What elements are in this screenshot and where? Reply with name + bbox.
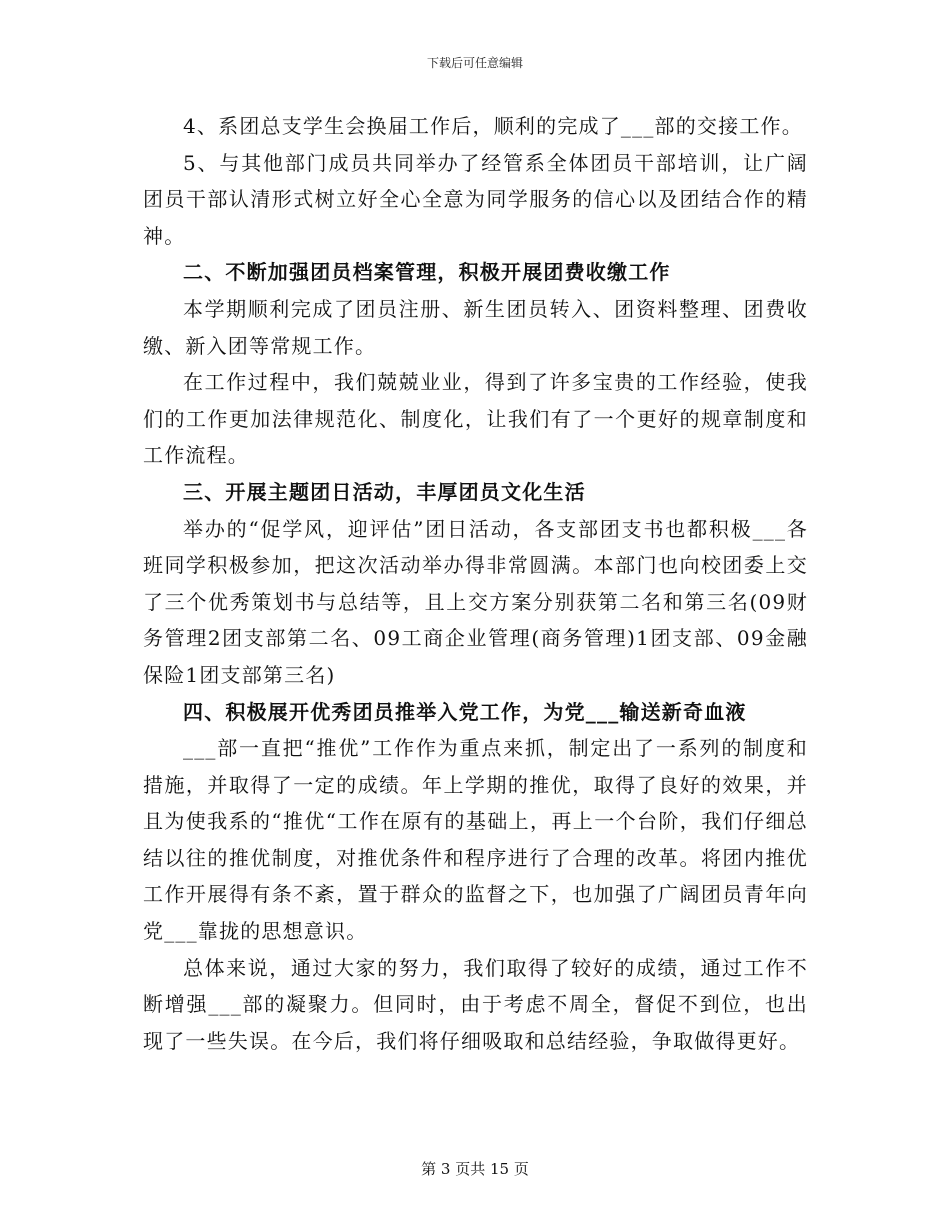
paragraph-item-4: 4、系团总支学生会换届工作后，顺利的完成了___部的交接工作。 [183, 114, 803, 138]
paragraph-activity: 举办的“促学风，迎评估”团日活动，各支部团支书也都积极___各班同学积极参加，把这次活动举办得非常圆满。本部门也向校团委上交了三个优秀策划书与总结等，且上交方案分别获第二名和第三名(09财务管理2团支部第二名、09工商企业管理(商务管理)1团支部、09金融保险1团支部第三名) [143, 516, 808, 687]
section-heading-4: 四、积极展开优秀团员推举入党工作，为党___输送新奇血液 [183, 699, 747, 724]
paragraph-summary: 总体来说，通过大家的努力，我们取得了较好的成绩，通过工作不断增强___部的凝聚力。但同时，由于考虑不周全，督促不到位，也出现了一些失误。在今后，我们将仔细吸取和总结经验，争取做得更好。 [143, 955, 808, 1053]
paragraph-item-5: 5、与其他部门成员共同举办了经管系全体团员干部培训，让广阔团员干部认清形式树立好全心全意为同学服务的信心以及团结合作的精神。 [143, 150, 808, 248]
page-number: 第 3 页共 15 页 [421, 1160, 529, 1178]
section-heading-3: 三、开展主题团日活动，丰厚团员文化生活 [183, 479, 586, 504]
document-body [143, 108, 808, 1059]
paragraph-recommendation: ___部一直把“推优”工作作为重点来抓，制定出了一系列的制度和措施，并取得了一定的成绩。年上学期的推优，取得了良好的效果，并且为使我系的“推优“工作在原有的基础上，再上一个台阶，我们仔细总结以往的推优制度，对推优条件和程序进行了合理的改革。将团内推优工作开展得有条不紊，置于群众的监督之下，也加强了广阔团员青年向党___靠拢的思想意识。 [143, 736, 808, 944]
paragraph-registration: 本学期顺利完成了团员注册、新生团员转入、团资料整理、团费收缴、新入团等常规工作。 [143, 296, 808, 358]
section-heading-2: 二、不断加强团员档案管理，积极开展团费收缴工作 [183, 260, 671, 285]
paragraph-work-process: 在工作过程中，我们兢兢业业，得到了许多宝贵的工作经验，使我们的工作更加法律规范化、制度化，让我们有了一个更好的规章制度和工作流程。 [143, 370, 808, 468]
page-header: 下载后可任意编辑 [426, 56, 523, 70]
